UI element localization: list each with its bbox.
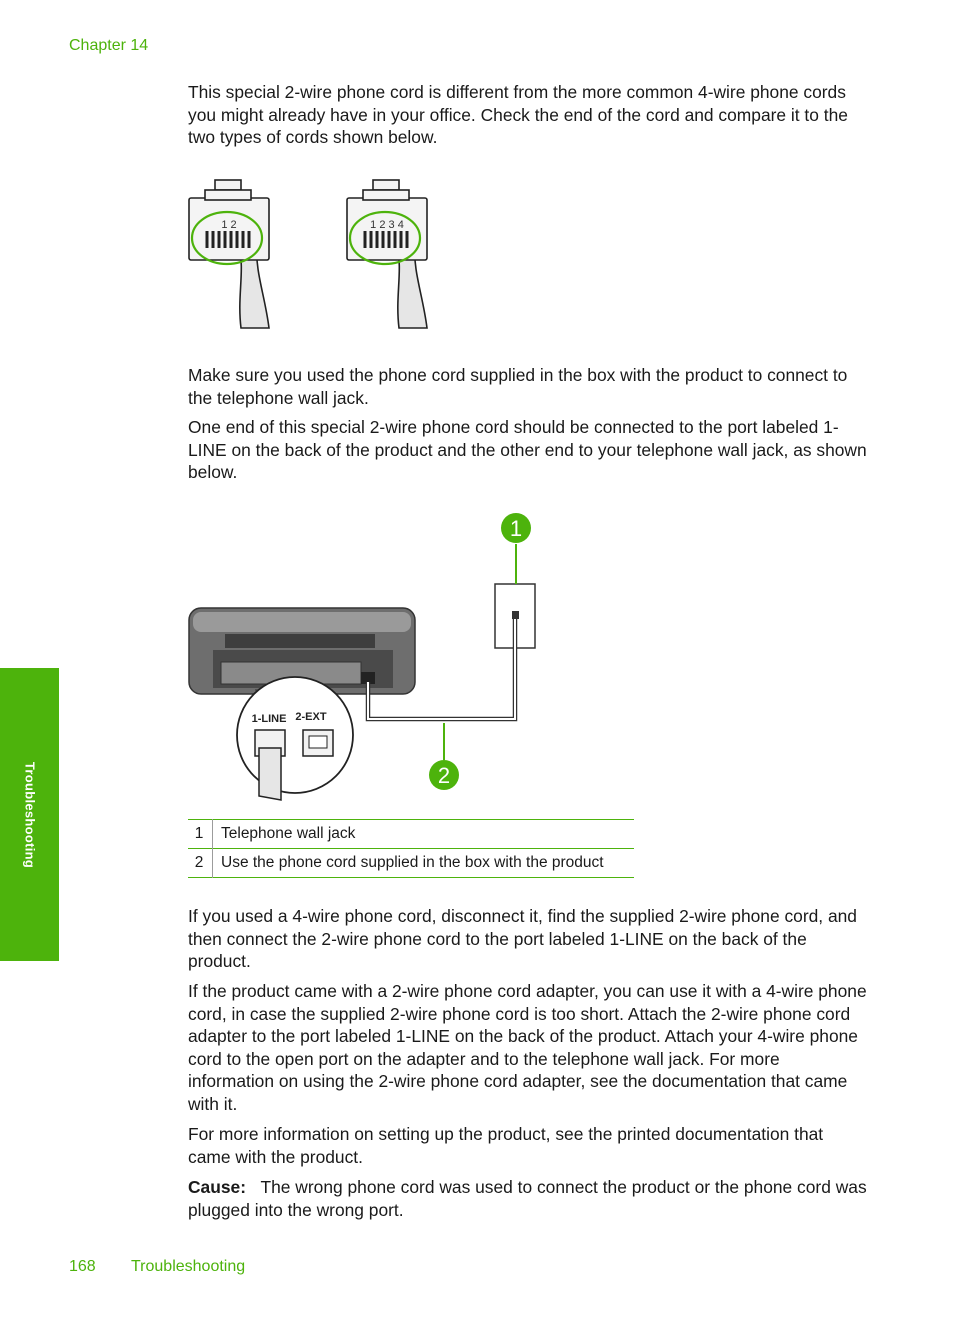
callout-legend-table xyxy=(188,819,634,878)
paragraph-more-info: For more information on setting up the product, see the printed documentation that came with the product. xyxy=(188,1124,824,1167)
legend-text: Telephone wall jack xyxy=(213,820,635,849)
legend-number: 1 xyxy=(188,820,213,849)
legend-text: Use the phone cord supplied in the box with the product xyxy=(213,849,635,878)
callout-1: 1 xyxy=(509,516,523,541)
page-number: 168 xyxy=(69,1258,96,1275)
side-section-tab xyxy=(0,668,59,961)
legend-row xyxy=(188,820,634,849)
paragraph-adapter: If the product came with a 2-wire phone cord adapter, you can use it with a 4-wire phone cord, in case the supplied 2-wire phone cord is too short. Attach the 2-wire phone cord adapter to the port labeled 1-LINE on the back of the product. Attach your 4-wire phone cord to the open port on the adapter and to the telephone wall jack. For more information on using the 2-wire phone cord adapter, see the documentation that came with it. xyxy=(188,981,867,1114)
four-wire-plug xyxy=(347,180,427,328)
two-wire-pin-labels: 1 2 xyxy=(221,219,237,231)
cause-text: The wrong phone cord was used to connect the product or the phone cord was plugged into the wrong port. xyxy=(188,1177,867,1220)
paragraph-use-supplied-cord: Make sure you used the phone cord supplied in the box with the product to connect to the telephone wall jack. xyxy=(188,365,848,408)
side-tab-label: Troubleshooting xyxy=(22,761,37,868)
legend-number: 2 xyxy=(188,849,213,878)
connection-diagram xyxy=(185,510,545,805)
two-wire-plug xyxy=(189,180,269,328)
footer-section: Troubleshooting xyxy=(131,1258,246,1275)
four-wire-pin-labels: 1 2 3 4 xyxy=(370,219,404,231)
chapter-header: Chapter 14 xyxy=(69,37,149,54)
cause-label: Cause: xyxy=(188,1177,246,1197)
paragraph-connect-1-line: One end of this special 2-wire phone cord should be connected to the port labeled 1-LINE on the back of the product and the other end to your telephone wall jack, as shown below. xyxy=(188,417,867,483)
port-label-1-line: 1-LINE xyxy=(251,713,287,725)
phone-cord-comparison-figure xyxy=(185,176,445,336)
intro-paragraph: This special 2-wire phone cord is different from the more common 4-wire phone cords you might already have in your office. Check the end of the cord and compare it to the two types of cords shown below. xyxy=(188,82,848,148)
port-label-2-ext: 2-EXT xyxy=(295,711,327,723)
cause-paragraph xyxy=(188,1176,870,1221)
callout-2: 2 xyxy=(437,763,451,788)
paragraph-disconnect-4-wire: If you used a 4-wire phone cord, disconnect it, find the supplied 2-wire phone cord, and then connect the 2-wire phone cord to the port labeled 1-LINE on the back of the product. xyxy=(188,906,857,972)
legend-row xyxy=(188,849,634,878)
